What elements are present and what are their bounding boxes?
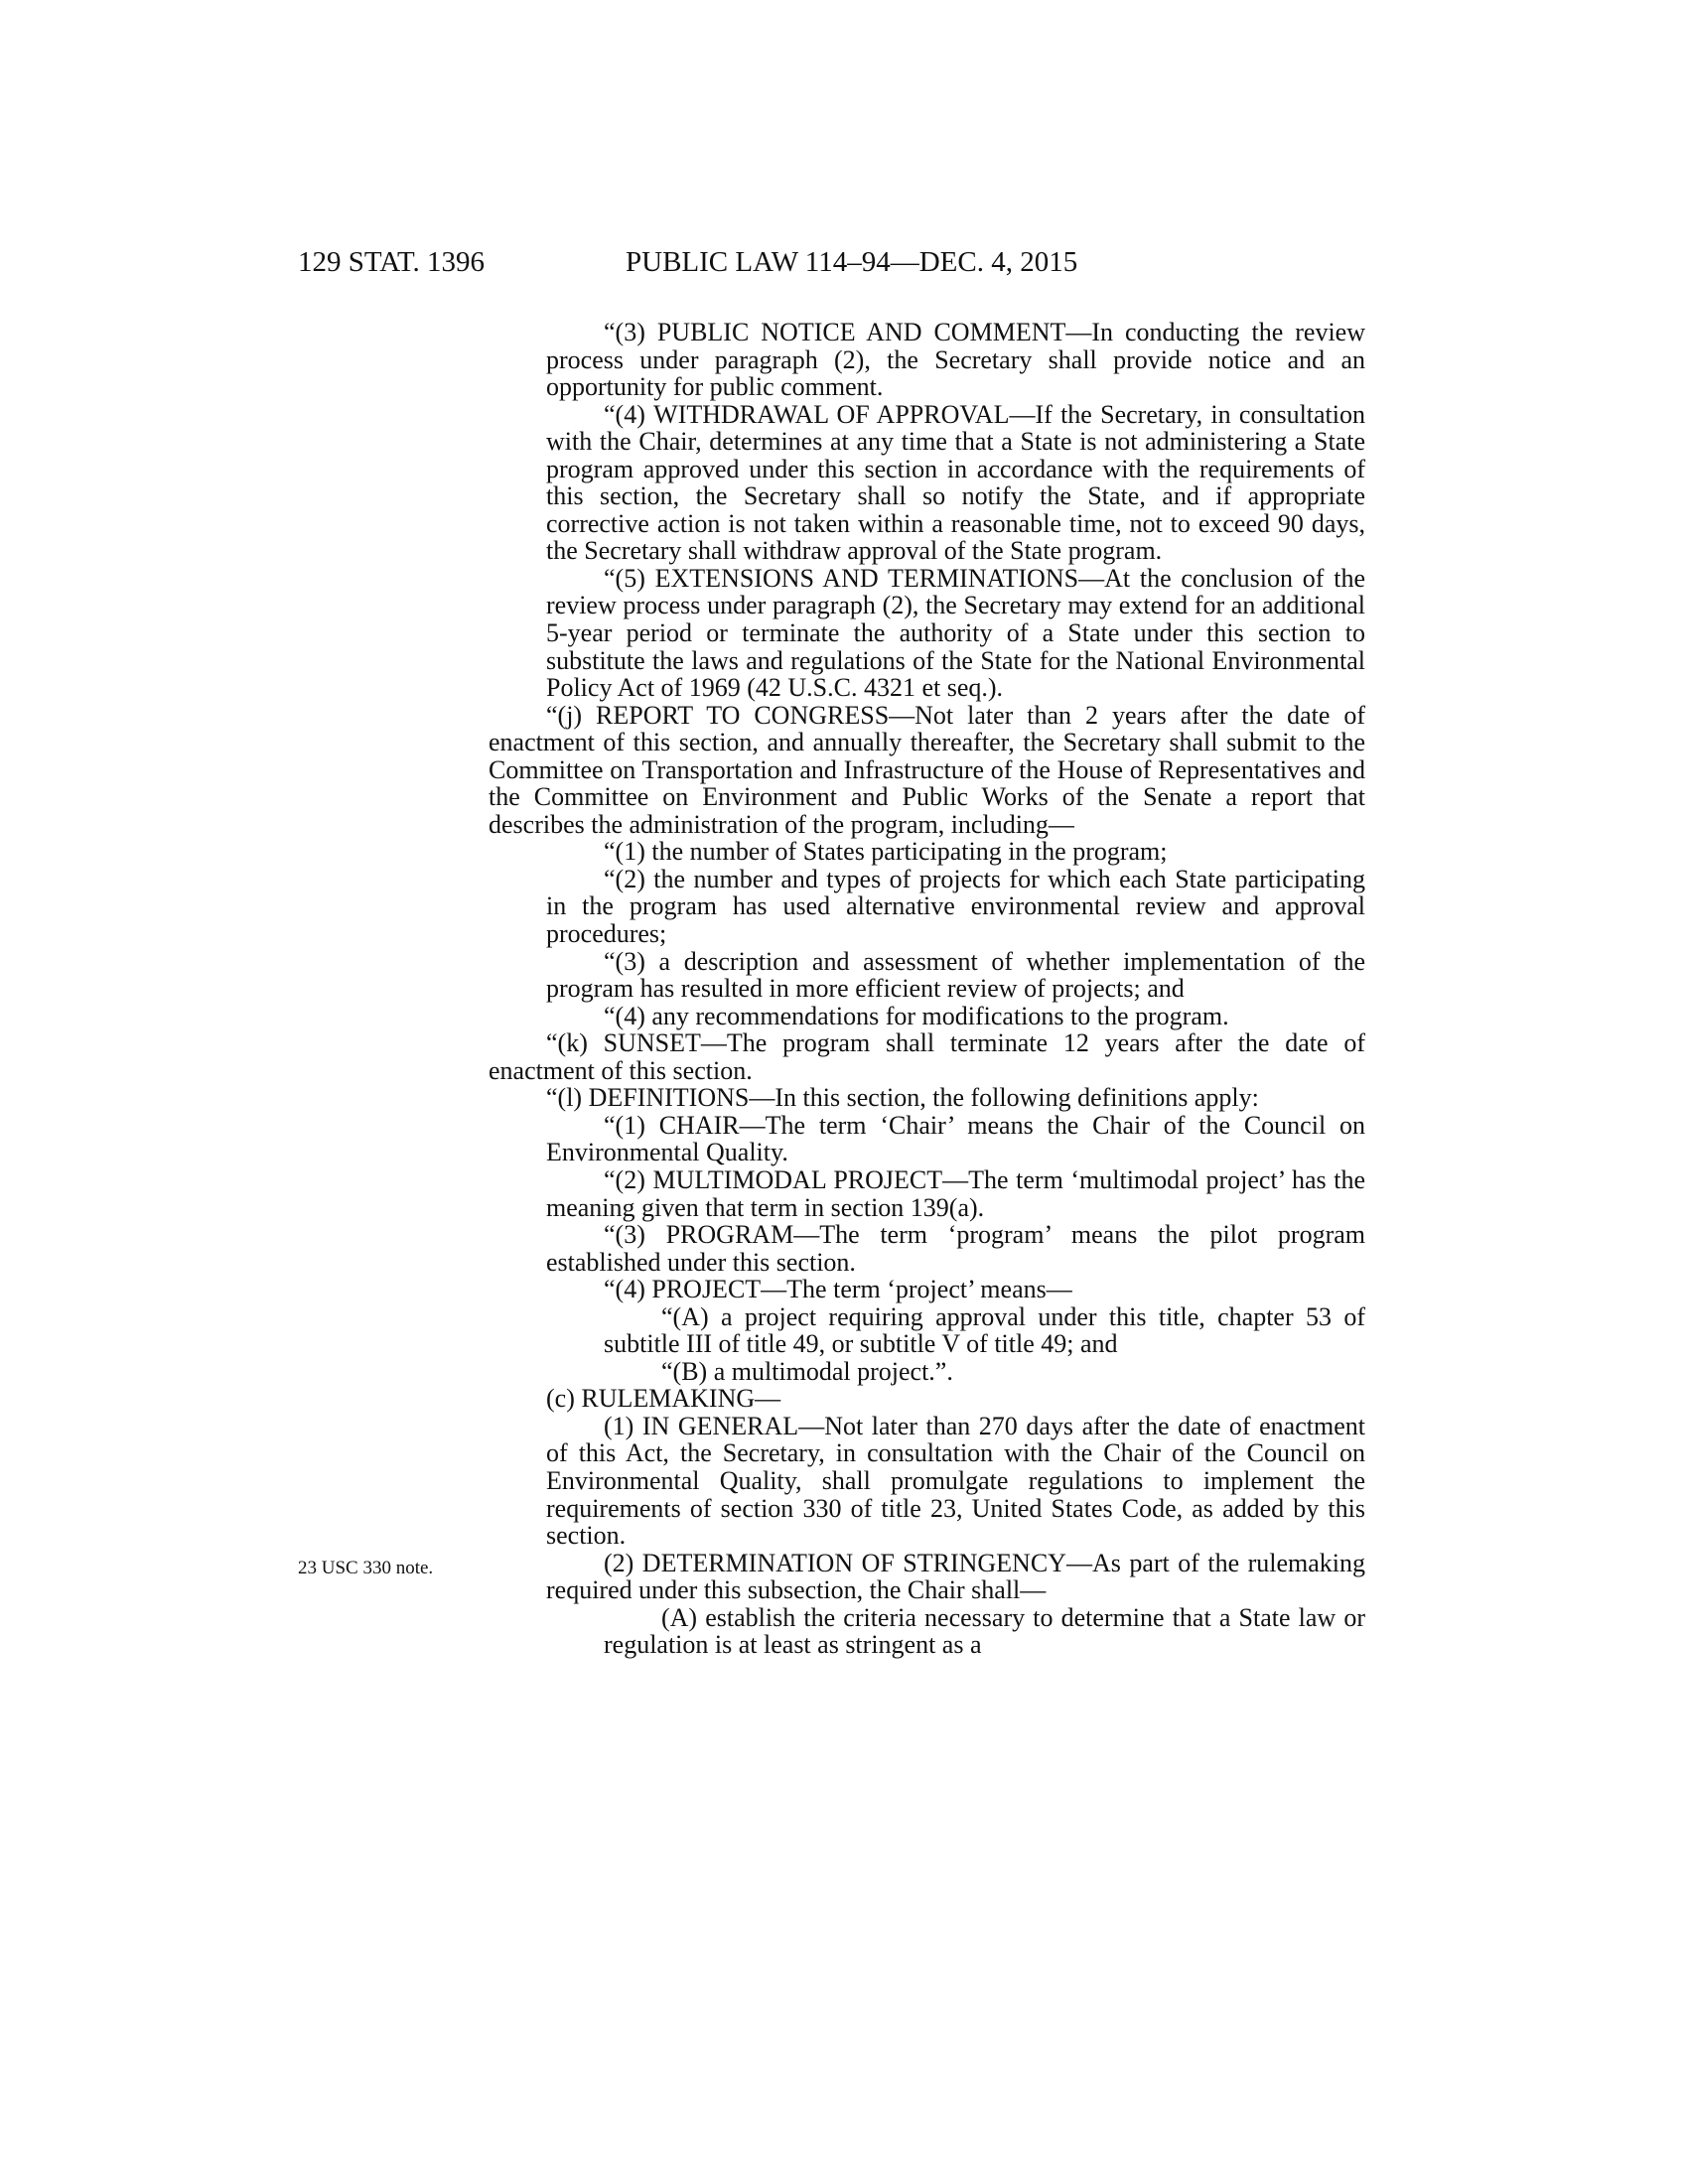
paragraph-lead: “(1)	[604, 1110, 659, 1140]
statute-body	[489, 318, 1366, 1660]
list-item	[546, 948, 1365, 1003]
definition-project	[546, 1276, 1365, 1303]
paragraph-heading: PUBLIC NOTICE AND COMMENT	[656, 318, 1066, 346]
paragraph-text: —In this section, the following definitions apply:	[749, 1083, 1259, 1113]
paragraph-text: a project requiring approval under this title, chapter 53 of subtitle III of title 49, or subtitle V of title 49; and	[604, 1301, 1365, 1359]
paragraph-lead: “(5)	[604, 563, 655, 593]
definition-chair	[546, 1112, 1365, 1166]
paragraph-lead: “(l)	[546, 1083, 589, 1113]
paragraph-sunset	[489, 1029, 1365, 1084]
paragraph-lead: (c)	[546, 1384, 582, 1414]
paragraph-lead: “(2)	[604, 864, 654, 893]
paragraph-text: —The term ‘Chair’ means the Chair of the Council on Environmental Quality.	[546, 1110, 1366, 1167]
paragraph-heading: MULTIMODAL PROJECT	[652, 1164, 943, 1194]
paragraph-text: —As part of the rulemaking required under this subsection, the Chair shall—	[546, 1548, 1365, 1605]
paragraph-report-to-congress	[489, 702, 1365, 839]
paragraph-heading: CHAIR	[658, 1110, 740, 1140]
paragraph-text: the number and types of projects for which each State participating in the program has used alternative environmental review and approval procedures;	[546, 864, 1366, 949]
paragraph-lead: “(3)	[604, 318, 657, 346]
paragraph-heading: SUNSET	[603, 1028, 701, 1058]
paragraph-text: —Not later than 270 days after the date of enactment of this Act, the Secretary, in consultation with the Chair of the Council on Environmental Quality, shall promulgate regulations to implement the requirements of section 330 of title 23, United States Code, as added by this section.	[546, 1411, 1365, 1551]
list-item	[546, 1303, 1365, 1358]
running-head-title: PUBLIC LAW 114–94—DEC. 4, 2015	[626, 246, 1078, 278]
definition-program	[546, 1221, 1365, 1276]
paragraph-text: —The term ‘multimodal project’ has the meaning given that term in section 139(a).	[546, 1164, 1365, 1222]
paragraph-heading: REPORT TO CONGRESS	[596, 700, 890, 730]
paragraph-text: —In conducting the review process under paragraph (2), the Secretary shall provide notice and an opportunity for public comment.	[546, 318, 1365, 402]
paragraph-heading: DEFINITIONS	[588, 1083, 750, 1113]
page-header	[298, 242, 1211, 282]
paragraph-text: a multimodal project.”.	[713, 1356, 953, 1386]
paragraph-text: the number of States participating in the program;	[651, 837, 1168, 867]
paragraph-text: —At the conclusion of the review process under paragraph (2), the Secretary may extend for an additional 5-year period or terminate the authority of a State under this section to substitute the laws and regulations of the State for the National Environmental Policy Act of 1969 (42 U.S.C. 4321 et seq.).	[546, 563, 1366, 703]
paragraph-heading: EXTENSIONS AND TERMINATIONS	[654, 563, 1079, 593]
paragraph-lead: “(4)	[604, 1275, 652, 1304]
paragraph-text: —The term ‘project’ means—	[761, 1275, 1072, 1304]
paragraph-lead: “(4)	[604, 399, 654, 429]
paragraph-definitions	[489, 1084, 1365, 1112]
paragraph-text: a description and assessment of whether implementation of the program has resulted in more efficient review of projects; and	[546, 946, 1366, 1004]
paragraph-lead: “(3)	[604, 946, 659, 976]
paragraph-lead: “(4)	[604, 1001, 652, 1030]
list-item	[546, 1358, 1365, 1386]
stat-page-reference: 129 STAT. 1396	[298, 246, 486, 278]
paragraph-extensions	[546, 565, 1365, 702]
margin-note: 23 USC 330 note.	[298, 1558, 434, 1578]
paragraph-text: any recommendations for modifications to the program.	[651, 1001, 1229, 1030]
paragraph-heading: RULEMAKING	[581, 1384, 756, 1414]
paragraph-lead: “(k)	[546, 1028, 604, 1058]
paragraph-determination-of-stringency	[546, 1550, 1365, 1604]
paragraph-withdrawal	[546, 401, 1365, 565]
paragraph-text: —Not later than 2 years after the date of enactment of this section, and annually thereafter, the Secretary shall submit to the Committee on Transportation and Infrastructure of the House of Representatives and the Committee on Environment and Public Works of the Senate a report that describes the administration of the program, including—	[489, 700, 1365, 839]
paragraph-public-notice	[546, 319, 1365, 401]
paragraph-heading: DETERMINATION OF STRINGENCY	[641, 1548, 1066, 1577]
paragraph-text: —The term ‘program’ means the pilot program established under this section.	[546, 1220, 1365, 1277]
paragraph-lead: (1)	[604, 1411, 642, 1440]
paragraph-lead: “(j)	[546, 700, 597, 730]
paragraph-text: —The program shall terminate 12 years after the date of enactment of this section.	[489, 1028, 1366, 1085]
subsection-rulemaking	[546, 1385, 1365, 1413]
definition-multimodal-project	[546, 1166, 1365, 1221]
list-item	[546, 838, 1365, 866]
paragraph-lead: “(B)	[661, 1356, 714, 1386]
paragraph-lead: “(2)	[604, 1164, 653, 1194]
paragraph-text: —If the Secretary, in consultation with the Chair, determines at any time that a State is not administering a State program approved under this section in accordance with the requirements of this section, the Secretary shall so notify the State, and if appropriate corrective action is not taken within a reasonable time, not to exceed 90 days, the Secretary shall withdraw approval of the State program.	[546, 399, 1365, 566]
paragraph-heading: PROJECT	[651, 1275, 762, 1304]
paragraph-heading: WITHDRAWAL OF APPROVAL	[653, 399, 1010, 429]
paragraph-lead: “(3)	[604, 1220, 666, 1250]
list-item	[546, 1003, 1365, 1030]
list-item	[546, 1604, 1365, 1659]
paragraph-lead: (A)	[661, 1602, 706, 1632]
paragraph-lead: (2)	[604, 1548, 642, 1577]
paragraph-text: —	[755, 1384, 781, 1414]
paragraph-heading: PROGRAM	[665, 1220, 794, 1250]
paragraph-text: establish the criteria necessary to determine that a State law or regulation is at least as stringent as a	[604, 1602, 1365, 1660]
list-item	[546, 866, 1365, 948]
paragraph-lead: “(1)	[604, 837, 652, 867]
paragraph-lead: “(A)	[661, 1301, 721, 1331]
paragraph-heading: IN GENERAL	[641, 1411, 799, 1440]
paragraph-in-general	[546, 1413, 1365, 1550]
